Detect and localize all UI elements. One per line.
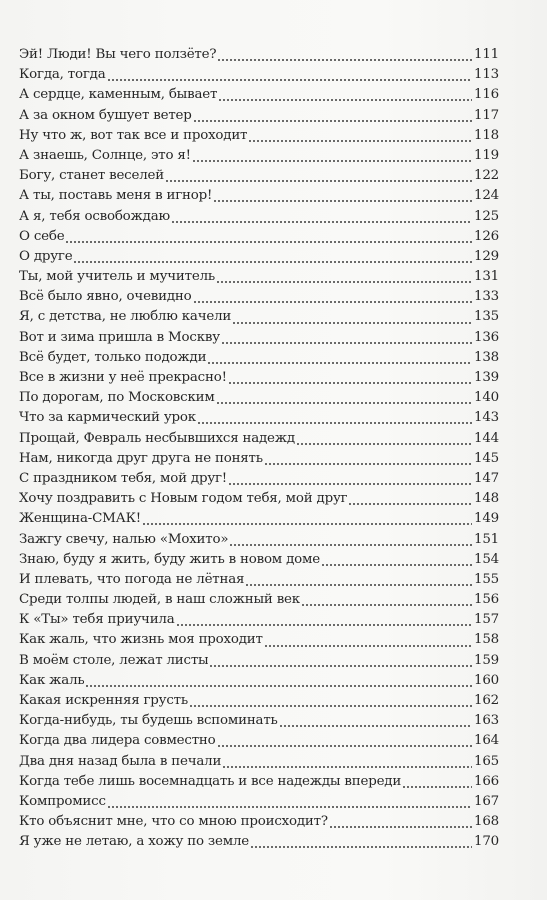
toc-entry-page-number: 143 (474, 410, 499, 426)
toc-entry-title: Два дня назад была в печали (19, 753, 222, 769)
toc-entry (19, 267, 499, 287)
dot-leader (221, 342, 472, 344)
toc-entry (19, 207, 499, 227)
toc-entry-page-number: 148 (474, 491, 499, 507)
toc-entry (19, 630, 499, 650)
toc-entry-page-number: 160 (474, 672, 499, 688)
dot-leader (85, 685, 472, 687)
dot-leader (107, 806, 472, 808)
dot-leader (279, 725, 472, 727)
toc-entry-page-number: 167 (474, 793, 499, 809)
toc-entry (19, 570, 499, 590)
dot-leader (213, 200, 472, 202)
toc-entry-page-number: 163 (474, 713, 499, 729)
toc-entry (19, 530, 499, 550)
toc-entry-title: Хочу поздравить с Новым годом тебя, мой друг (19, 491, 348, 507)
toc-entry (19, 368, 499, 388)
toc-entry (19, 671, 499, 691)
toc-entry (19, 146, 499, 166)
toc-entry-title: Я, с детства, не люблю качели (19, 309, 232, 325)
toc-entry-page-number: 145 (474, 450, 499, 466)
toc-entry-page-number: 126 (474, 228, 499, 244)
toc-entry (19, 186, 499, 206)
toc-entry (19, 348, 499, 368)
dot-leader (192, 160, 472, 162)
toc-entry (19, 469, 499, 489)
dot-leader (232, 322, 472, 324)
toc-entry-title: А знаешь, Солнце, это я! (19, 147, 191, 163)
toc-entry-page-number: 149 (474, 511, 499, 527)
toc-entry-title: Я уже не летаю, а хожу по земле (19, 834, 249, 850)
toc-entry-title: Все в жизни у неё прекрасно! (19, 370, 227, 385)
toc-entry-page-number: 135 (474, 309, 499, 325)
toc-entry (19, 489, 499, 509)
toc-entry-page-number: 116 (474, 87, 499, 103)
toc-entry-page-number: 147 (474, 470, 499, 486)
toc-entry (19, 65, 499, 85)
dot-leader (216, 281, 472, 283)
toc-entry-title: С праздником тебя, мой друг! (19, 470, 227, 486)
dot-leader (348, 503, 472, 505)
toc-entry-page-number: 133 (474, 289, 499, 305)
toc-entry (19, 610, 499, 630)
toc-entry-page-number: 144 (474, 430, 499, 446)
dot-leader (218, 99, 472, 101)
dot-leader (228, 382, 472, 384)
dot-leader (165, 180, 472, 182)
toc-entry (19, 731, 499, 751)
toc-entry-page-number: 159 (474, 652, 499, 668)
toc-entry-page-number: 119 (474, 147, 499, 163)
toc-entry (19, 590, 499, 610)
toc-entry-page-number: 164 (474, 733, 499, 749)
dot-leader (216, 402, 472, 404)
toc-entry (19, 408, 499, 428)
toc-entry (19, 247, 499, 267)
toc-entry-title: Всё будет, только подожди (19, 349, 207, 365)
toc-entry-page-number: 129 (474, 248, 499, 264)
dot-leader (296, 443, 472, 445)
toc-entry-page-number: 166 (474, 773, 499, 789)
toc-entry-page-number: 111 (474, 47, 499, 62)
toc-entry (19, 691, 499, 711)
toc-entry-page-number: 170 (474, 834, 499, 850)
dot-leader (209, 665, 472, 667)
toc-entry-page-number: 155 (474, 571, 499, 587)
toc-entry (19, 126, 499, 146)
dot-leader (193, 120, 472, 122)
toc-entry (19, 429, 499, 449)
toc-entry-page-number: 140 (474, 390, 499, 406)
dot-leader (245, 584, 472, 586)
toc-entry-title: Компромисс (19, 793, 106, 809)
toc-entry-page-number: 139 (474, 370, 499, 385)
toc-entry-page-number: 113 (474, 67, 499, 83)
toc-entry-title: Женщина-СМАК! (19, 511, 141, 527)
dot-leader (217, 745, 473, 747)
toc-entry-page-number: 124 (474, 188, 499, 204)
toc-entry-title: О друге (19, 248, 73, 264)
toc-entry-title: Вот и зима пришла в Москву (19, 329, 220, 345)
toc-entry-title: Всё было явно, очевидно (19, 289, 192, 305)
toc-entry-title: Как жаль, что жизнь моя проходит (19, 632, 263, 648)
toc-entry-title: Знаю, буду я жить, буду жить в новом доме (19, 551, 320, 567)
toc-entry-title: Когда тебе лишь восемнадцать и все надежды впереди (19, 773, 402, 789)
dot-leader (171, 221, 472, 223)
toc-entry (19, 752, 499, 772)
toc-entry-title: Эй! Люди! Вы чего ползёте? (19, 47, 217, 62)
toc-entry (19, 85, 499, 105)
toc-entry (19, 307, 499, 327)
toc-entry-title: Среди толпы людей, в наш сложный век (19, 592, 300, 608)
toc-entry-title: Что за кармический урок (19, 410, 196, 426)
toc-entry-page-number: 156 (474, 592, 499, 608)
toc-entry (19, 772, 499, 792)
toc-entry-page-number: 118 (474, 127, 499, 143)
toc-entry-page-number: 154 (474, 551, 499, 567)
dot-leader (107, 79, 473, 81)
dot-leader (229, 544, 472, 546)
toc-entry-title: А сердце, каменным, бывает (19, 87, 218, 103)
dot-leader (176, 624, 473, 626)
toc-entry (19, 106, 499, 126)
toc-entry (19, 287, 499, 307)
toc-entry-page-number: 165 (474, 753, 499, 769)
toc-entry-title: И плевать, что погода не лётная (19, 571, 245, 587)
dot-leader (402, 786, 472, 788)
toc-entry-page-number: 125 (474, 208, 499, 224)
dot-leader (207, 362, 472, 364)
dot-leader (248, 140, 472, 142)
toc-entry-title: По дорогам, по Московским (19, 390, 215, 406)
toc-entry-title: А за окном бушует ветер (19, 107, 192, 123)
toc-entry-title: Когда два лидера совместно (19, 733, 216, 749)
dot-leader (189, 705, 472, 707)
toc-entry-title: Прощай, Февраль несбывшихся надежд (19, 430, 295, 446)
toc-entry-page-number: 158 (474, 632, 499, 648)
toc-entry-title: Зажгу свечу, налью «Мохито» (19, 531, 229, 547)
dot-leader (250, 846, 472, 848)
toc-entry-title: Когда-нибудь, ты будешь вспоминать (19, 713, 278, 729)
toc-entry-page-number: 117 (474, 107, 499, 123)
dot-leader (329, 826, 472, 828)
toc-entry-page-number: 162 (474, 693, 499, 708)
toc-entry (19, 45, 499, 65)
table-of-contents (19, 45, 499, 853)
dot-leader (217, 59, 472, 61)
toc-entry (19, 166, 499, 186)
toc-entry-page-number: 136 (474, 329, 499, 345)
toc-entry (19, 651, 499, 671)
dot-leader (264, 645, 472, 647)
toc-entry (19, 388, 499, 408)
toc-entry-title: Нам, никогда друг друга не понять (19, 450, 263, 466)
toc-entry-title: В моём столе, лежат листы (19, 652, 209, 668)
toc-entry-title: Ты, мой учитель и мучитель (19, 269, 215, 285)
dot-leader (264, 463, 472, 465)
dot-leader (73, 261, 472, 263)
toc-entry (19, 812, 499, 832)
toc-entry (19, 711, 499, 731)
toc-entry-title: А ты, поставь меня в игнор! (19, 188, 213, 204)
dot-leader (321, 564, 472, 566)
toc-entry-title: Кто объяснит мне, что со мною происходит? (19, 814, 328, 830)
toc-entry (19, 792, 499, 812)
toc-entry-page-number: 151 (474, 531, 499, 547)
toc-entry-title: А я, тебя освобождаю (19, 208, 170, 224)
dot-leader (228, 483, 472, 485)
toc-entry (19, 550, 499, 570)
toc-entry (19, 832, 499, 852)
dot-leader (197, 422, 472, 424)
toc-entry-title: О себе (19, 228, 65, 244)
toc-entry (19, 328, 499, 348)
toc-entry-title: Когда, тогда (19, 67, 106, 83)
toc-entry (19, 509, 499, 529)
toc-entry (19, 449, 499, 469)
toc-entry-page-number: 122 (474, 168, 499, 184)
toc-entry-page-number: 138 (474, 349, 499, 365)
toc-entry-page-number: 168 (474, 814, 499, 830)
toc-entry-title: Ну что ж, вот так все и проходит (19, 127, 248, 143)
dot-leader (142, 523, 472, 525)
toc-entry-title: Какая искренняя грусть (19, 693, 188, 708)
toc-entry-title: К «Ты» тебя приучила (19, 612, 175, 628)
toc-entry-page-number: 131 (474, 269, 499, 285)
dot-leader (193, 301, 473, 303)
toc-entry-page-number: 157 (474, 612, 499, 628)
toc-entry-title: Богу, станет веселей (19, 168, 164, 184)
toc-entry (19, 227, 499, 247)
dot-leader (301, 604, 472, 606)
toc-entry-title: Как жаль (19, 672, 85, 688)
dot-leader (222, 766, 472, 768)
dot-leader (65, 241, 472, 243)
